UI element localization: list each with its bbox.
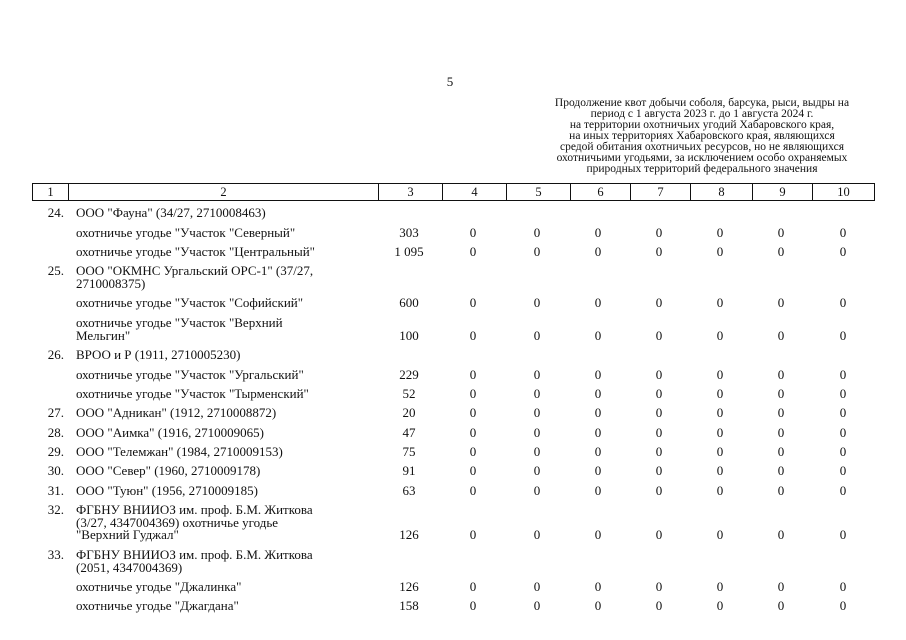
cell-value: 0	[594, 386, 602, 401]
cell-value: 0	[655, 405, 663, 420]
cell-value: 0	[716, 405, 724, 420]
cell-value: 0	[655, 483, 663, 498]
cell-value: 0	[716, 425, 724, 440]
row-number: 30.	[47, 463, 64, 478]
row-name	[76, 504, 372, 542]
row-name-line: ВРОО и Р (1911, 2710005230)	[76, 347, 241, 362]
row-name	[76, 317, 372, 342]
cell-value: 0	[594, 483, 602, 498]
cell-value: 126	[399, 527, 419, 542]
cell-value: 0	[716, 386, 724, 401]
row-name-line: ООО "Север" (1960, 2710009178)	[76, 463, 261, 478]
row-number: 25.	[47, 263, 64, 278]
cell-value: 0	[469, 579, 477, 594]
row-number: 33.	[47, 547, 64, 562]
row-name-line: ООО "Адникан" (1912, 2710008872)	[76, 405, 277, 420]
cell-value: 0	[716, 327, 724, 343]
column-header: 2	[69, 184, 379, 201]
cell-value: 63	[402, 483, 416, 498]
cell-value: 0	[839, 579, 847, 594]
cell-value: 158	[399, 598, 419, 613]
cell-value: 0	[655, 244, 663, 259]
cell-value: 0	[839, 225, 847, 240]
cell-value: 0	[655, 367, 663, 382]
cell-value: 0	[716, 598, 724, 613]
cell-value: 0	[469, 425, 477, 440]
cell-value: 0	[655, 295, 663, 310]
cell-value: 0	[655, 225, 663, 240]
cell-value: 0	[716, 244, 724, 259]
cell-value: 0	[716, 527, 724, 542]
cell-value: 0	[777, 405, 785, 420]
row-name	[76, 581, 372, 594]
cell-value: 0	[777, 244, 785, 259]
cell-value: 0	[533, 579, 541, 594]
cell-value: 0	[716, 225, 724, 240]
column-header: 1	[33, 184, 69, 201]
cell-value: 0	[777, 386, 785, 401]
cell-value: 0	[594, 295, 602, 310]
cell-value: 0	[594, 527, 602, 542]
cell-value: 0	[594, 225, 602, 240]
row-number: 32.	[47, 502, 64, 517]
cell-value: 0	[655, 579, 663, 594]
cell-value: 0	[655, 444, 663, 459]
column-header-row	[32, 183, 875, 201]
cell-value: 0	[777, 483, 785, 498]
cell-value: 0	[533, 386, 541, 401]
cell-value: 0	[594, 367, 602, 382]
cell-value: 0	[839, 483, 847, 498]
cell-value: 0	[594, 444, 602, 459]
cell-value: 0	[655, 425, 663, 440]
cell-value: 0	[469, 483, 477, 498]
heading-line: охотничьими угодьями, за исключением особо охраняемых	[556, 152, 848, 164]
cell-value: 0	[716, 463, 724, 478]
row-name-line: охотничье угодье "Участок "Центральный"	[76, 244, 315, 259]
cell-value: 0	[533, 367, 541, 382]
row-name-line: Мельгин"	[76, 327, 131, 343]
cell-value: 0	[469, 367, 477, 382]
cell-value: 0	[533, 425, 541, 440]
cell-value: 0	[716, 579, 724, 594]
column-header: 8	[691, 184, 753, 201]
cell-value: 0	[533, 405, 541, 420]
row-name-line: охотничье угодье "Участок "Северный"	[76, 225, 296, 240]
cell-value: 0	[533, 444, 541, 459]
cell-value: 0	[716, 367, 724, 382]
cell-value: 0	[533, 244, 541, 259]
cell-value: 47	[402, 425, 416, 440]
cell-value: 0	[594, 598, 602, 613]
cell-value: 0	[777, 444, 785, 459]
row-name	[76, 369, 372, 382]
cell-value: 0	[533, 527, 541, 542]
cell-value: 0	[655, 386, 663, 401]
row-number: 26.	[47, 347, 64, 362]
cell-value: 0	[839, 425, 847, 440]
row-name-line: ООО "Аимка" (1916, 2710009065)	[76, 425, 264, 440]
cell-value: 0	[716, 483, 724, 498]
cell-value: 20	[402, 405, 416, 420]
row-name-line: (3/27, 4347004369) охотничье угодье	[76, 514, 279, 530]
cell-value: 0	[533, 483, 541, 498]
cell-value: 0	[594, 244, 602, 259]
column-header: 10	[813, 184, 875, 201]
cell-value: 0	[655, 463, 663, 478]
row-number: 31.	[47, 483, 64, 498]
cell-value: 0	[594, 579, 602, 594]
row-name-line: охотничье угодье "Участок "Верхний	[76, 315, 283, 330]
cell-value: 0	[777, 425, 785, 440]
heading-line: на территории охотничьих угодий Хабаровского края,	[569, 119, 835, 131]
cell-value: 0	[469, 327, 477, 343]
row-name-line: охотничье угодье "Джалинка"	[76, 579, 242, 594]
row-name	[76, 549, 372, 574]
row-name-line: (2051, 4347004369)	[76, 559, 183, 575]
row-name	[76, 407, 372, 420]
cell-value: 0	[533, 463, 541, 478]
cell-value: 0	[469, 244, 477, 259]
cell-value: 0	[777, 295, 785, 310]
cell-value: 600	[399, 295, 419, 310]
row-name-line: охотничье угодье "Участок "Ургальский"	[76, 367, 304, 382]
cell-value: 0	[469, 295, 477, 310]
cell-value: 0	[777, 598, 785, 613]
cell-value: 0	[655, 527, 663, 542]
cell-value: 0	[839, 598, 847, 613]
row-name-line: ФГБНУ ВНИИОЗ им. проф. Б.М. Житкова	[76, 547, 313, 562]
row-name	[76, 227, 372, 240]
row-name	[76, 297, 372, 310]
heading-line: природных территорий федерального значения	[586, 163, 818, 175]
cell-value: 0	[777, 225, 785, 240]
row-name	[76, 446, 372, 459]
cell-value: 303	[399, 225, 419, 240]
row-name	[76, 485, 372, 498]
cell-value: 229	[399, 367, 419, 382]
cell-value: 91	[402, 463, 416, 478]
row-number: 27.	[47, 405, 64, 420]
cell-value: 0	[594, 327, 602, 343]
cell-value: 0	[469, 527, 477, 542]
row-name	[76, 349, 372, 362]
cell-value: 52	[402, 386, 416, 401]
column-header: 6	[571, 184, 631, 201]
row-name-line: ООО "Туюн" (1956, 2710009185)	[76, 483, 258, 498]
cell-value: 0	[469, 463, 477, 478]
cell-value: 0	[594, 405, 602, 420]
cell-value: 0	[594, 463, 602, 478]
cell-value: 0	[469, 405, 477, 420]
cell-value: 0	[839, 244, 847, 259]
cell-value: 0	[777, 527, 785, 542]
cell-value: 0	[716, 444, 724, 459]
row-name	[76, 600, 372, 613]
row-number: 28.	[47, 425, 64, 440]
cell-value: 0	[839, 405, 847, 420]
row-name-line: ООО "Телемжан" (1984, 2710009153)	[76, 444, 283, 459]
cell-value: 0	[839, 295, 847, 310]
cell-value: 0	[469, 386, 477, 401]
heading-line: Продолжение квот добычи соболя, барсука, рыси, выдры на	[554, 97, 850, 109]
cell-value: 0	[839, 444, 847, 459]
row-name-line: ФГБНУ ВНИИОЗ им. проф. Б.М. Житкова	[76, 502, 313, 517]
row-number: 29.	[47, 444, 64, 459]
row-name	[76, 388, 372, 401]
cell-value: 0	[533, 598, 541, 613]
row-name	[76, 465, 372, 478]
cell-value: 126	[399, 579, 419, 594]
cell-value: 1 095	[394, 244, 424, 259]
cell-value: 0	[716, 295, 724, 310]
column-header: 3	[379, 184, 443, 201]
cell-value: 0	[469, 225, 477, 240]
row-name-line: ООО "Фауна" (34/27, 2710008463)	[76, 205, 266, 220]
row-name-line: охотничье угодье "Участок "Софийский"	[76, 295, 304, 310]
cell-value: 0	[777, 367, 785, 382]
row-name-line: охотничье угодье "Джагдана"	[76, 598, 239, 613]
row-name-line: ООО "ОКМНС Ургальский ОРС-1" (37/27,	[76, 263, 314, 278]
cell-value: 0	[839, 327, 847, 343]
cell-value: 0	[839, 386, 847, 401]
column-header: 4	[443, 184, 507, 201]
heading-line: средой обитания охотничьих ресурсов, но не являющихся	[559, 141, 844, 153]
cell-value: 0	[839, 367, 847, 382]
cell-value: 0	[777, 327, 785, 343]
cell-value: 0	[533, 327, 541, 343]
cell-value: 0	[839, 527, 847, 542]
cell-value: 0	[533, 295, 541, 310]
heading-line: период с 1 августа 2023 г. до 1 августа 2024 г.	[590, 108, 814, 120]
cell-value: 0	[839, 463, 847, 478]
row-name	[76, 246, 372, 259]
cell-value: 100	[399, 327, 419, 343]
cell-value: 0	[777, 579, 785, 594]
row-name-line: 2710008375)	[76, 275, 146, 291]
cell-value: 0	[777, 463, 785, 478]
column-header: 7	[631, 184, 691, 201]
cell-value: 0	[655, 327, 663, 343]
row-name-line: "Верхний Гуджал"	[76, 527, 179, 542]
cell-value: 75	[402, 444, 416, 459]
cell-value: 0	[533, 225, 541, 240]
cell-value: 0	[594, 425, 602, 440]
page-number: 5	[446, 74, 454, 89]
row-number: 24.	[47, 205, 64, 220]
cell-value: 0	[469, 444, 477, 459]
column-header: 9	[753, 184, 813, 201]
row-name	[76, 265, 372, 290]
cell-value: 0	[655, 598, 663, 613]
heading-line: на иных территориях Хабаровского края, являющихся	[569, 130, 835, 142]
cell-value: 0	[469, 598, 477, 613]
column-header: 5	[507, 184, 571, 201]
row-name-line: охотничье угодье "Участок "Тырменский"	[76, 386, 309, 401]
table-heading	[532, 98, 872, 175]
row-name	[76, 207, 372, 220]
row-name	[76, 427, 372, 440]
